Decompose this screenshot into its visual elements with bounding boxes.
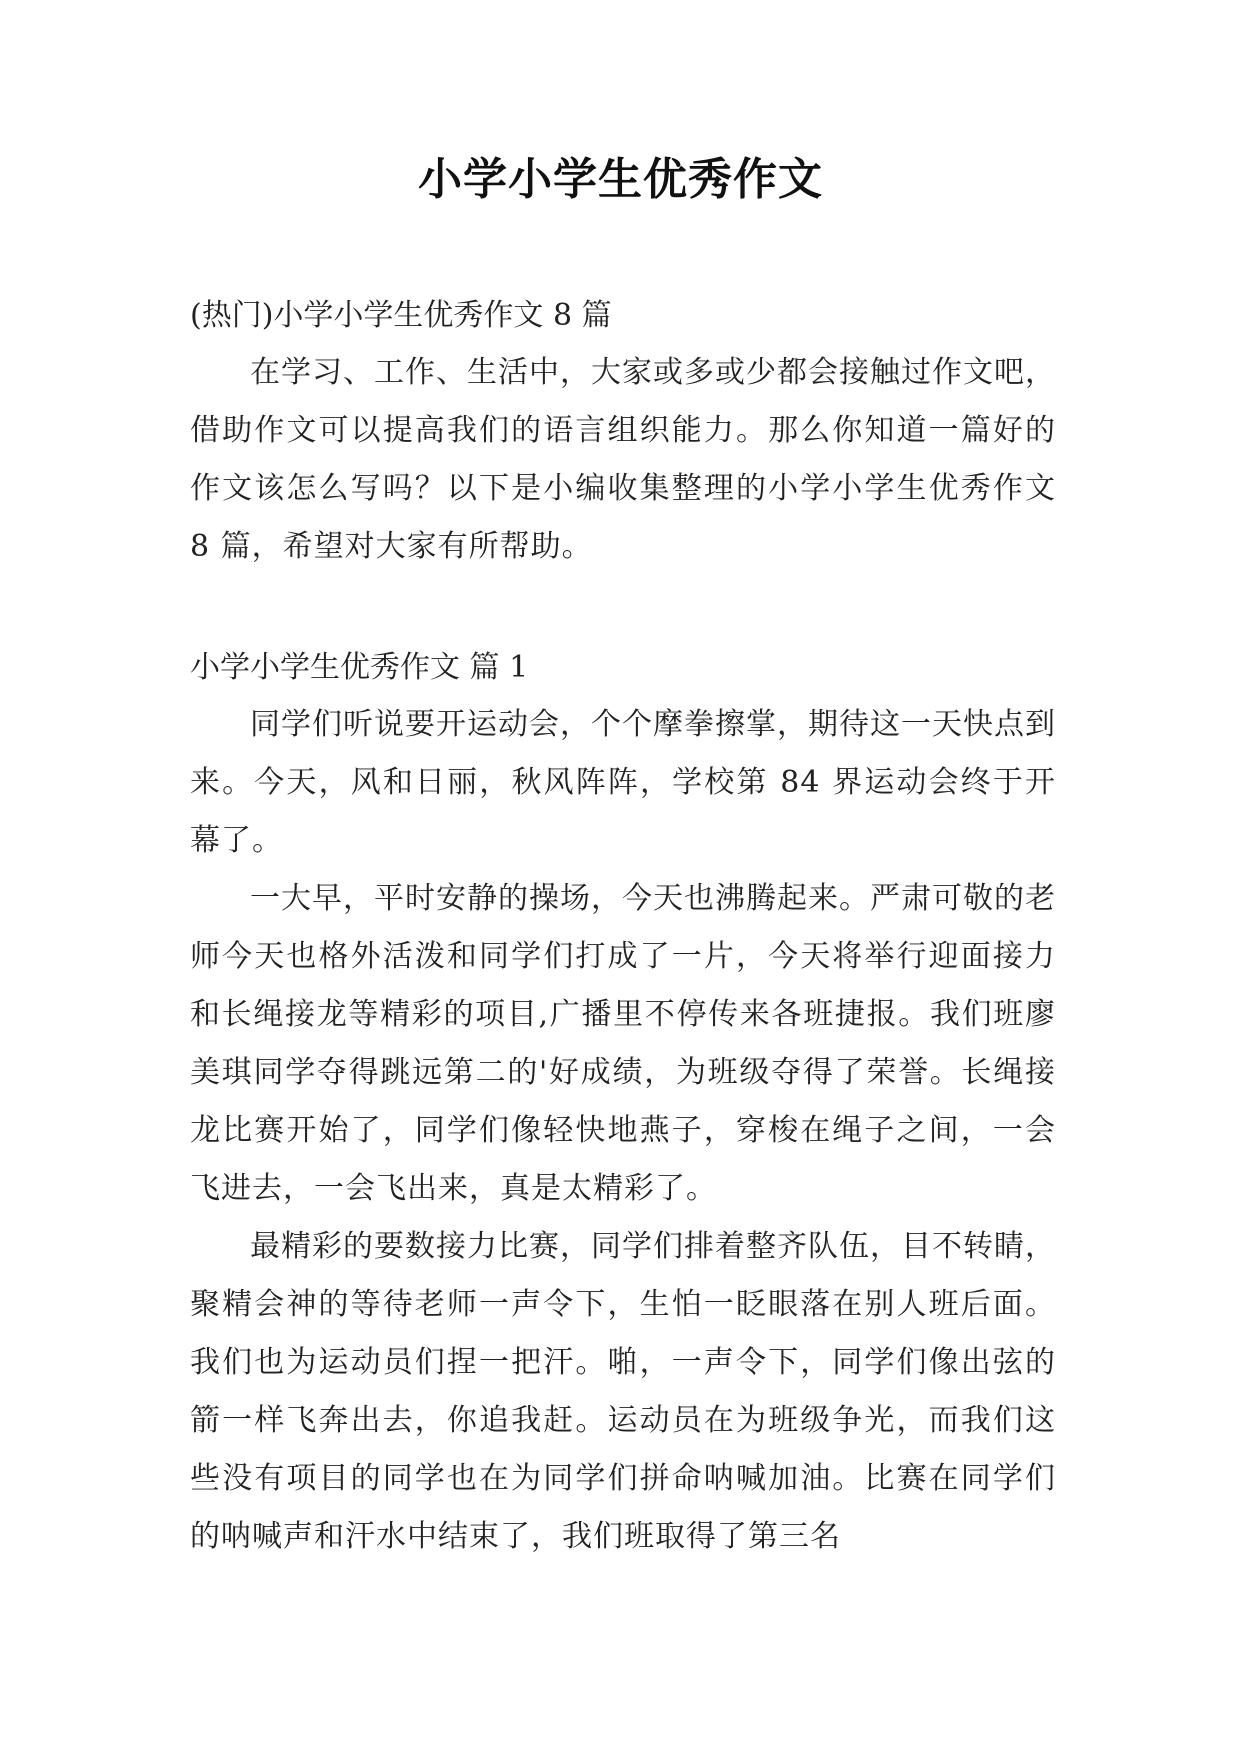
section-heading: 小学小学生优秀作文 篇 1 [190, 650, 529, 685]
document-body [190, 288, 1056, 1566]
essay-paragraph-2: 一大早，平时安静的操场，今天也沸腾起来。严肃可敬的老师今天也格外活泼和同学们打成了一片，今天将举行迎面接力和长绳接龙等精彩的项目,广播里不停传来各班捷报。我们班廖美琪同学夺得跳远第二的'好成绩，为班级夺得了荣誉。长绳接龙比赛开始了，同学们像轻快地燕子，穿梭在绳子之间，一会飞进去，一会飞出来，真是太精彩了。 [190, 881, 1056, 1206]
essay-paragraph-3: 最精彩的要数接力比赛，同学们排着整齐队伍，目不转睛，聚精会神的等待老师一声令下，生怕一眨眼落在别人班后面。我们也为运动员们捏一把汗。啪，一声令下，同学们像出弦的箭一样飞奔出去，你追我赶。运动员在为班级争光，而我们这些没有项目的同学也在为同学们拼命呐喊加油。比赛在同学们的呐喊声和汗水中结束了，我们班取得了第三名 [190, 1229, 1056, 1554]
section-spacer [190, 576, 1056, 640]
essay-paragraph-1: 同学们听说要开运动会，个个摩拳擦掌，期待这一天快点到来。今天，风和日丽，秋风阵阵，学校第 84 界运动会终于开幕了。 [190, 707, 1056, 858]
essay-section-1 [190, 640, 1056, 1566]
document-subtitle: (热门)小学小学生优秀作文 8 篇 [190, 298, 612, 333]
intro-paragraph: 在学习、工作、生活中，大家或多或少都会接触过作文吧，借助作文可以提高我们的语言组织能力。那么你知道一篇好的作文该怎么写吗？以下是小编收集整理的小学小学生优秀作文 8 篇，希望对大家有所帮助。 [190, 355, 1056, 564]
document-title: 小学小学生优秀作文 [418, 154, 823, 205]
